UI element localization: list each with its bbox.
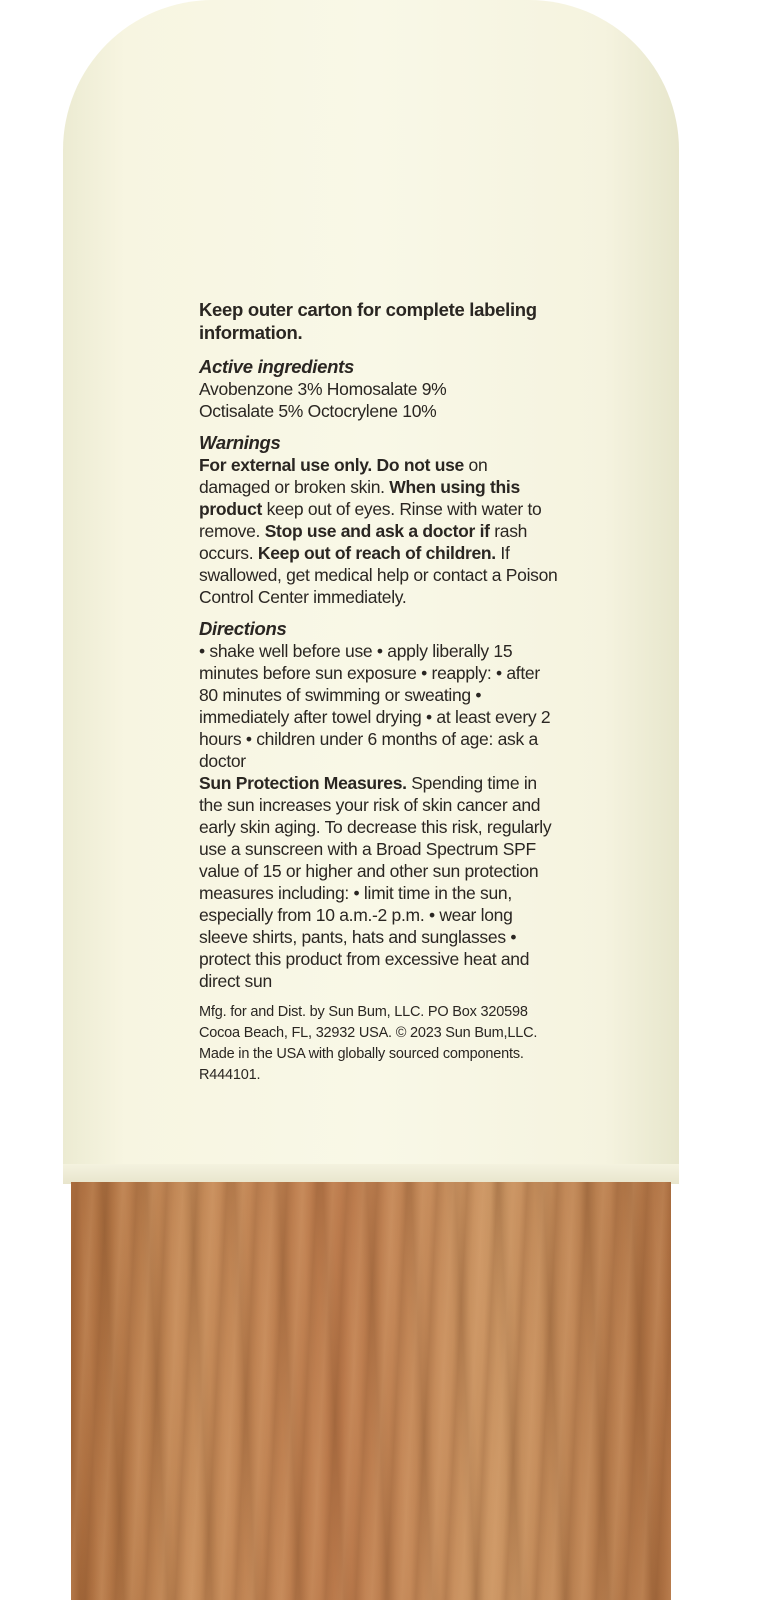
directions-heading: Directions [199,618,287,639]
active-ingredients-heading: Active ingredients [199,356,354,377]
sun-protection-bold: Sun Protection Measures. [199,773,407,793]
warnings-text [199,454,561,608]
when-using-text: keep out of eyes. Rinse with water to remove. [199,499,542,541]
directions-text: • shake well before use • apply liberally 15 minutes before sun exposure • reapply: • after 80 minutes of swimming or sweating • immediately after towel drying • at least every 2 hours • children under 6 months of age: ask a doctor [199,641,551,771]
manufacturer-line: Made in the USA with globally sourced components. [199,1046,524,1062]
active-ingredients-section [199,356,561,422]
warnings-heading: Warnings [199,432,281,453]
back-label [199,298,561,1086]
manufacturer-info [199,1002,561,1086]
keep-carton-notice: Keep outer carton for complete labeling information. [199,299,537,343]
keep-out-text: If swallowed, get medical help or contact a Poison Control Center immediately. [199,543,558,607]
sun-protection-rest: Spending time in the sun increases your risk of skin cancer and early skin aging. To decrease this risk, regularly use a sunscreen with a Broad Spectrum SPF value of 15 or higher and other sun protection measures including: • limit time in the sun, especially from 10 a.m.-2 p.m. • wear long sleeve shirts, pants, hats and sunglasses • protect this product from excessive heat and direct sun [199,773,552,991]
manufacturer-line: Mfg. for and Dist. by Sun Bum, LLC. PO Box 320598 [199,1004,528,1020]
active-ingredients-line: Avobenzone 3% Homosalate 9% [199,379,447,399]
keep-out-bold: Keep out of reach of children. [257,543,496,563]
directions-section [199,618,561,992]
stop-use-text: rash occurs. [199,521,528,563]
when-using-bold: When using this product [199,477,520,519]
external-use-text: on damaged or broken skin. [199,455,488,497]
active-ingredients-line: Octisalate 5% Octocrylene 10% [199,401,437,421]
wood-grain-cap [71,1182,671,1600]
sun-protection-text [199,772,561,992]
tube-seam [63,1164,679,1184]
manufacturer-line: R444101. [199,1067,261,1083]
stop-use-bold: Stop use and ask a doctor if [264,521,490,541]
manufacturer-line: Cocoa Beach, FL, 32932 USA. © 2023 Sun Bum,LLC. [199,1025,538,1041]
external-use-bold: For external use only. Do not use [199,455,464,475]
warnings-section [199,432,561,608]
